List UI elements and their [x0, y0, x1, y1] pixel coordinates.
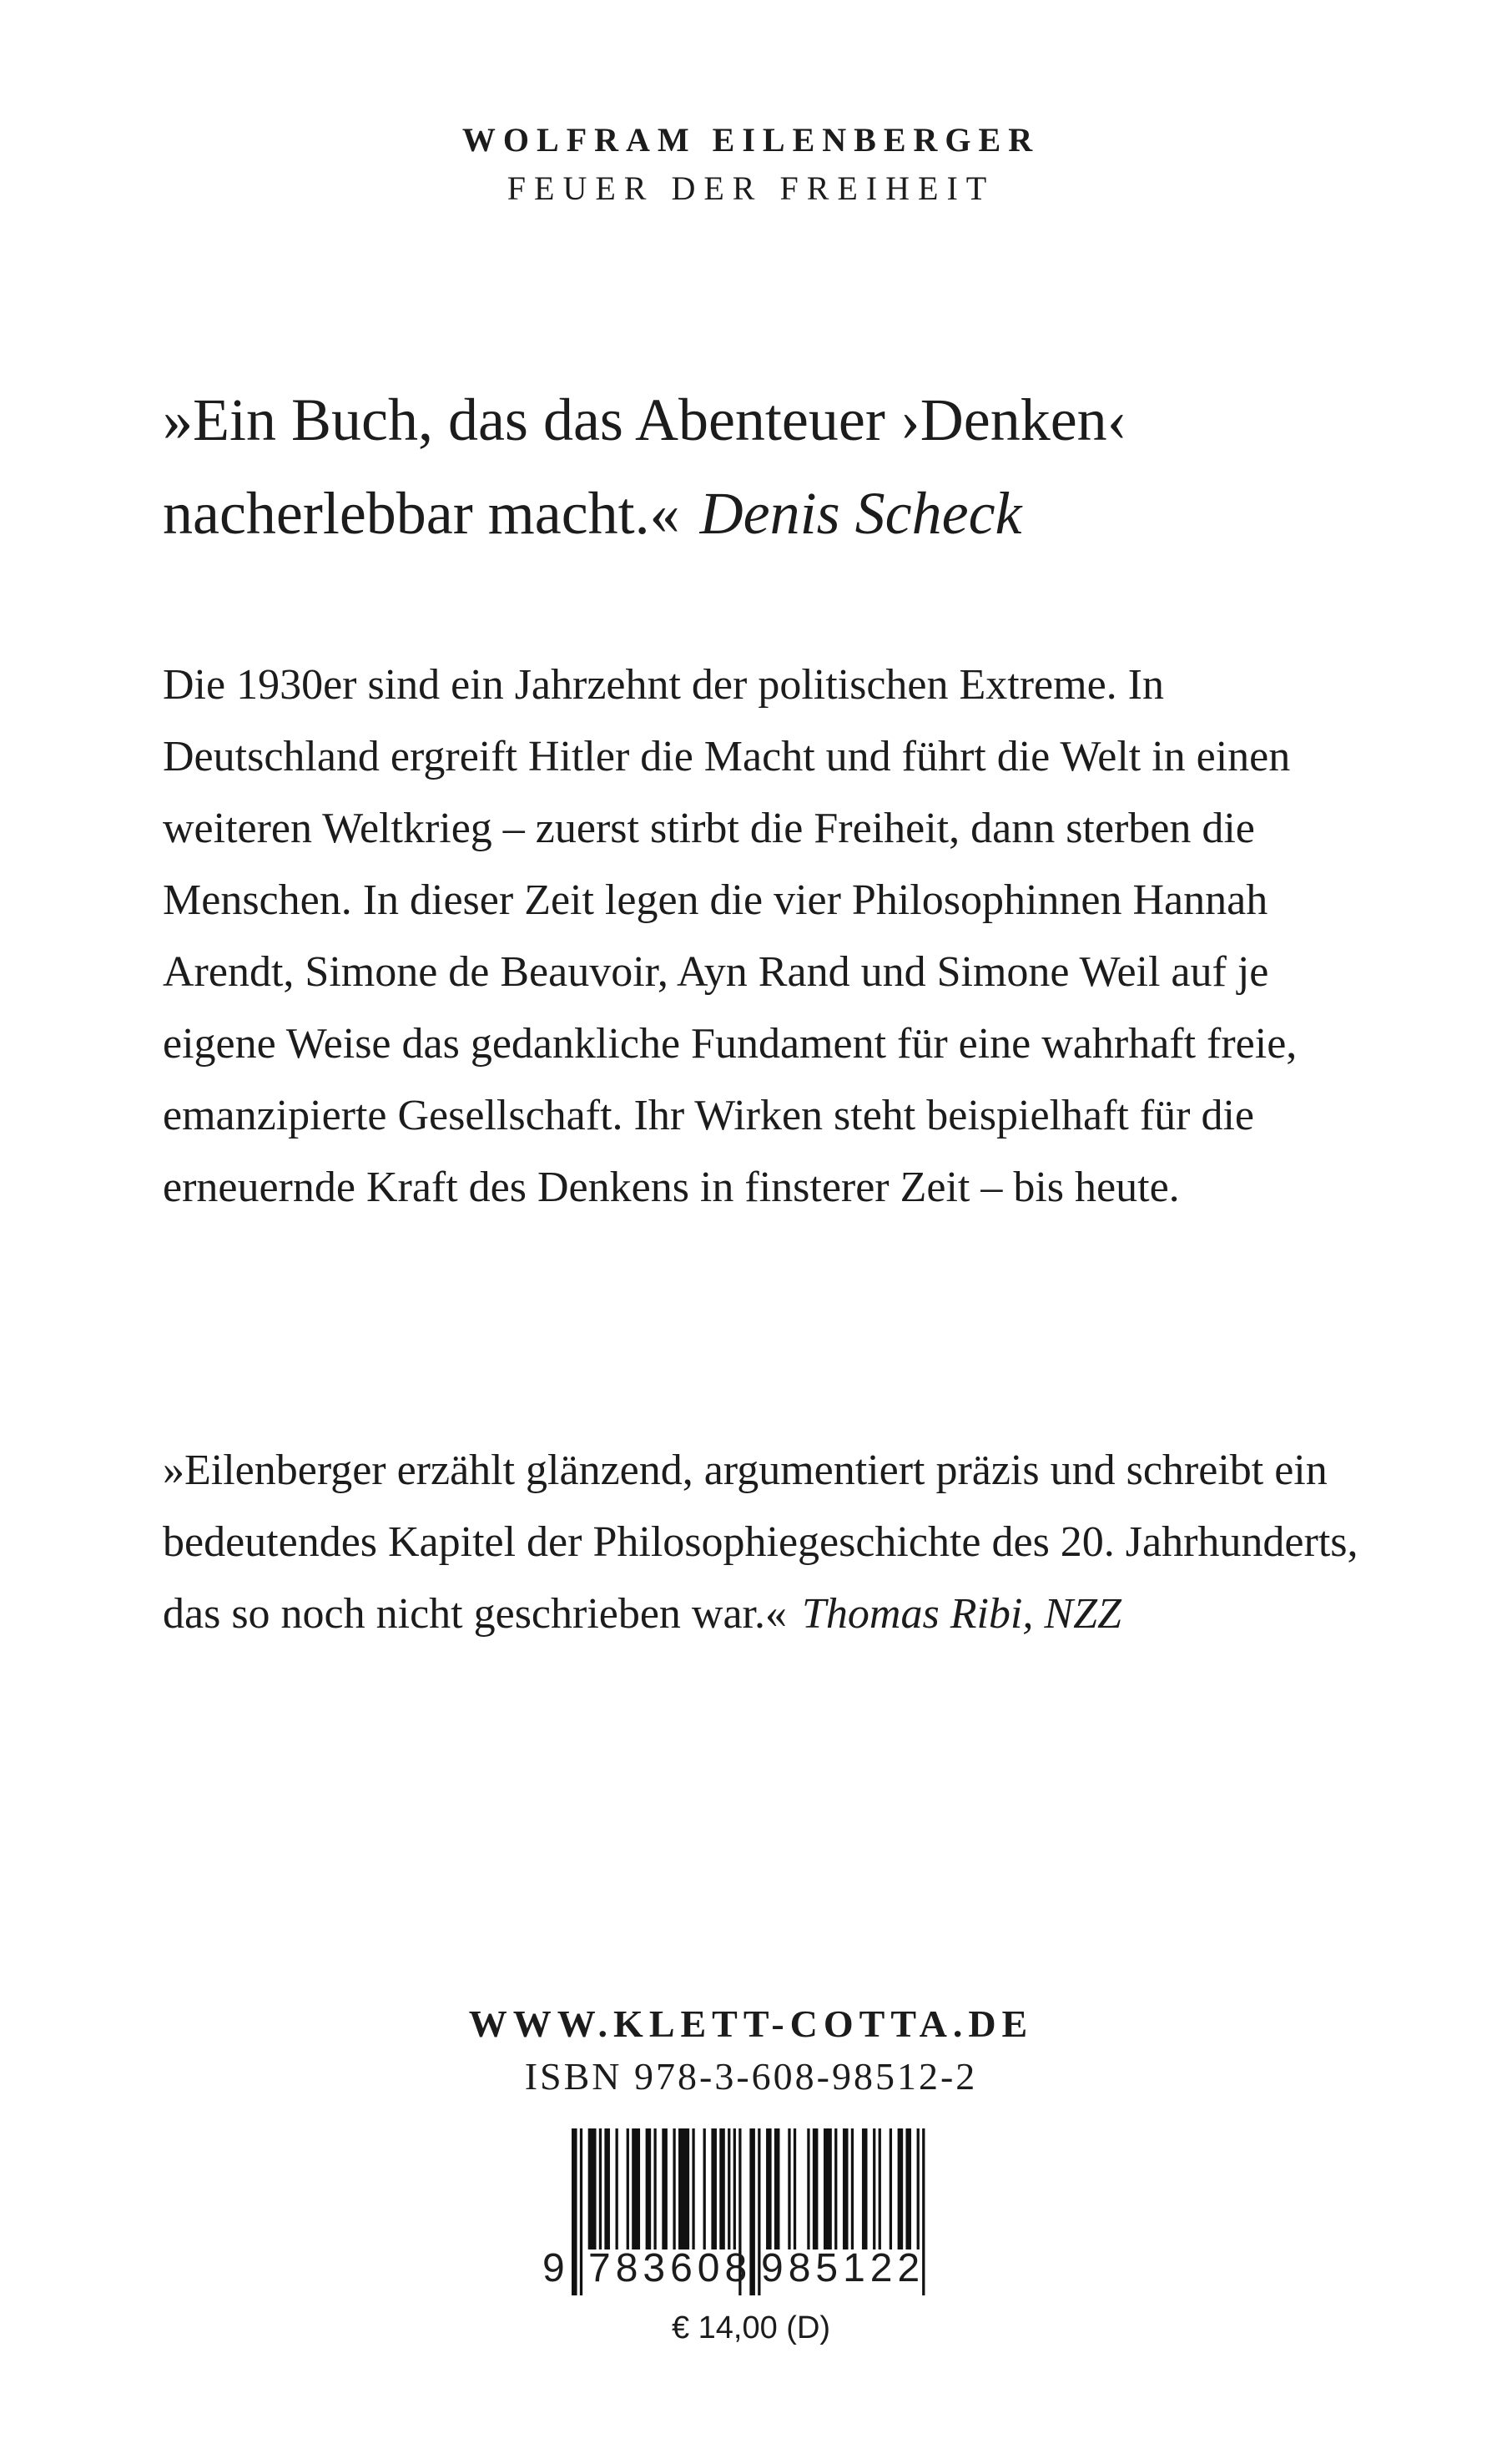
author-name: WOLFRAM EILENBERGER	[461, 121, 1041, 159]
barcode-bar	[588, 2128, 597, 2249]
barcode-bar	[862, 2128, 868, 2249]
barcode-bar	[851, 2128, 854, 2249]
barcode-bar	[719, 2128, 725, 2249]
barcode-bar	[678, 2128, 689, 2249]
barcode-bar	[673, 2128, 675, 2249]
headline-quote-source: Denis Scheck	[699, 480, 1022, 547]
book-title: FEUER DER FREIHEIT	[507, 169, 995, 207]
barcode-bar	[766, 2128, 772, 2249]
barcode-bar	[646, 2128, 652, 2249]
barcode-bar	[733, 2128, 736, 2249]
barcode-bar	[898, 2128, 904, 2249]
barcode-bar	[813, 2128, 819, 2249]
barcode-bar	[616, 2128, 618, 2249]
barcode-bar	[788, 2128, 790, 2249]
barcode-bar	[627, 2128, 629, 2249]
barcode-group-right: 985122	[761, 2246, 925, 2290]
barcode-bar	[604, 2128, 610, 2249]
barcode-bar	[879, 2128, 881, 2249]
barcode-bar	[653, 2128, 656, 2249]
barcode-bar	[824, 2128, 832, 2249]
publisher-url: WWW.KLETT-COTTA.DE	[468, 2002, 1034, 2045]
blurb	[163, 649, 1364, 1224]
review-quote	[163, 1435, 1364, 1650]
barcode-bar	[599, 2128, 602, 2249]
barcode-bar	[580, 2128, 582, 2295]
barcode-bar	[794, 2128, 796, 2249]
barcode-bar	[873, 2128, 875, 2249]
barcode-bar	[834, 2128, 837, 2249]
review-quote-text: »Eilenberger erzählt glänzend, argumentiert präzis und schreibt ein bedeutendes Kapitel der Philosophiegeschichte des 20. Jahrhunderts, das so noch nicht geschrieben war.«	[163, 1447, 1358, 1638]
barcode-bar	[632, 2128, 640, 2249]
barcode-group-left: 783608	[588, 2246, 753, 2290]
blurb-text: Die 1930er sind ein Jahrzehnt der politischen Extreme. In Deutschland ergreift Hitler die Macht und führt die Welt in einen weiteren Weltkrieg – zuerst stirbt die Freiheit, dann sterben die Menschen. In dieser Zeit legen die vier Philosophinnen Hannah Arendt, Simone de Beauvoir, Ayn Rand und Simone Weil auf je eigene Weise das gedankliche Fundament für eine wahrhaft freie, emanzipierte Gesellschaft. Ihr Wirken steht beispielhaft für die erneuernde Kraft des Denkens in finsterer Zeit – bis heute.	[163, 661, 1298, 1211]
headline-quote-text: »Ein Buch, das das Abenteuer ›Denken‹ nacherlebbar macht.«	[163, 386, 1127, 547]
review-quote-source: Thomas Ribi, NZZ	[802, 1590, 1121, 1638]
barcode-bar	[843, 2128, 849, 2249]
barcode-bar	[728, 2128, 730, 2249]
barcode-bar	[703, 2128, 706, 2249]
barcode-bar	[890, 2128, 892, 2249]
barcode-bar	[711, 2128, 717, 2249]
barcode-bar	[917, 2128, 920, 2249]
price: € 14,00 (D)	[671, 2310, 831, 2345]
isbn: ISBN 978-3-608-98512-2	[524, 2055, 978, 2098]
barcode-bar	[692, 2128, 694, 2249]
barcode-bar	[758, 2128, 760, 2295]
barcode-bar	[807, 2128, 809, 2249]
headline-quote	[163, 373, 1356, 560]
barcode-bar	[774, 2128, 780, 2249]
barcode-bar	[905, 2128, 911, 2249]
barcode-bar	[572, 2128, 577, 2295]
barcode-first-digit: 9	[542, 2246, 565, 2290]
barcode-bar	[662, 2128, 668, 2249]
